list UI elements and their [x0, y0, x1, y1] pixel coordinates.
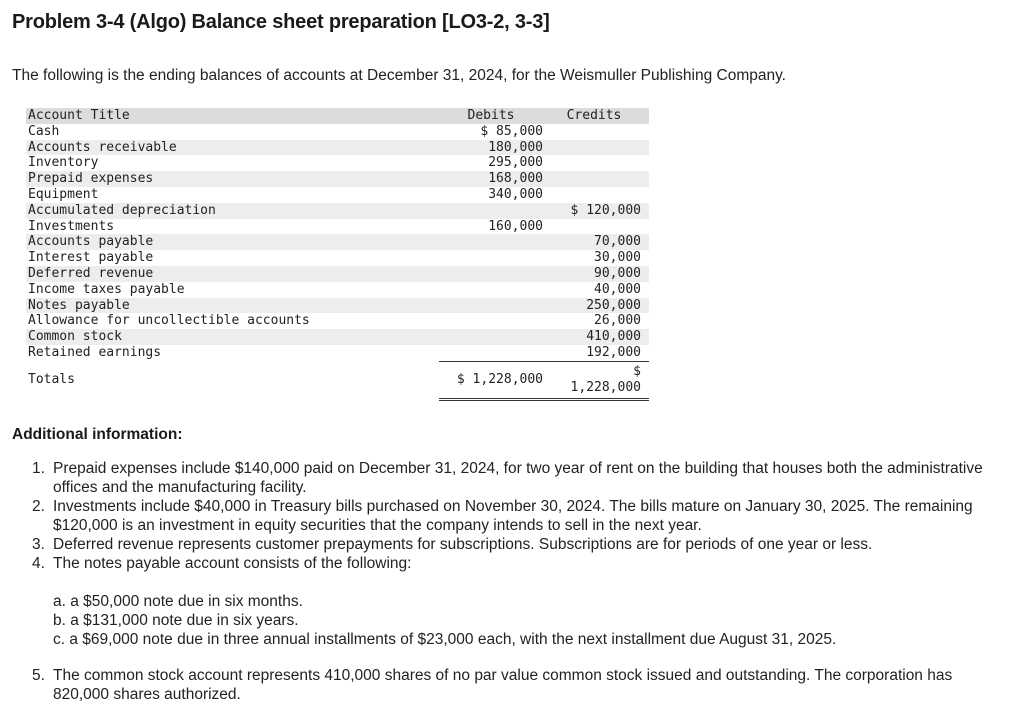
- account-name: Notes payable: [26, 298, 439, 314]
- credit-value: 250,000: [547, 298, 649, 314]
- totals-debit: $ 1,228,000: [439, 361, 547, 399]
- credit-value: 192,000: [586, 344, 641, 360]
- debit-value: [439, 234, 547, 250]
- item-text: The common stock account represents 410,000 shares of no par value common stock issued and outstanding. The corporation has 820,000 shares authorized.: [53, 667, 953, 703]
- notes-payable-sublist: [53, 592, 993, 649]
- debit-value: [439, 266, 547, 282]
- account-name: Cash: [28, 123, 60, 139]
- header-debits: Debits: [439, 108, 547, 124]
- table-row: [26, 155, 649, 171]
- debit-value: [439, 282, 547, 298]
- debit-value: [439, 203, 547, 219]
- totals-label: Totals: [26, 361, 439, 399]
- table-row: [26, 345, 649, 361]
- table-row: [26, 140, 649, 156]
- credit-value: [547, 219, 649, 235]
- item-text: Prepaid expenses include $140,000 paid on December 31, 2024, for two year of rent on the building that houses both the administrative offices and the manufacturing facility.: [53, 460, 983, 496]
- list-item: [24, 554, 999, 573]
- debit-value: [439, 250, 547, 266]
- account-name: Deferred revenue: [26, 266, 439, 282]
- table-row: [26, 313, 649, 329]
- credit-value: 410,000: [547, 329, 649, 345]
- totals-credit-symbol: $: [633, 363, 641, 379]
- item-number: 1.: [32, 460, 45, 477]
- table-row: [26, 250, 649, 266]
- table-row: [26, 187, 649, 203]
- account-name: Common stock: [26, 329, 439, 345]
- debit-value: [439, 298, 547, 314]
- debit-value: 340,000: [488, 186, 543, 202]
- totals-credit: [547, 361, 649, 399]
- list-item: [24, 535, 999, 554]
- debit-value: [439, 345, 547, 361]
- page-title: Problem 3-4 (Algo) Balance sheet preparation [LO3-2, 3-3]: [12, 11, 550, 33]
- credit-value: 90,000: [547, 266, 649, 282]
- debit-value: 180,000: [439, 140, 547, 156]
- account-name: Accumulated depreciation: [26, 203, 439, 219]
- sub-list-item: a. a $50,000 note due in six months.: [53, 593, 303, 610]
- debit-value: 168,000: [439, 171, 547, 187]
- item-number: 2.: [32, 498, 45, 515]
- credit-value: [547, 187, 649, 203]
- account-name: Allowance for uncollectible accounts: [28, 313, 310, 329]
- table-row: [26, 329, 649, 345]
- table-row: [26, 298, 649, 314]
- item-text: Investments include $40,000 in Treasury bills purchased on November 30, 2024. The bills mature on January 30, 2025. The remaining $120,000 is an investment in equity securities that the company intends to sell in the next year.: [53, 498, 973, 534]
- item-number: 3.: [32, 536, 45, 553]
- credit-value: [547, 171, 649, 187]
- credit-value: 40,000: [594, 281, 641, 297]
- table-header-row: [26, 108, 649, 124]
- header-credits: Credits: [547, 108, 649, 124]
- totals-row: [26, 361, 649, 399]
- header-account-title: Account Title: [26, 108, 439, 124]
- table-row: [26, 124, 649, 140]
- debit-value: [439, 313, 547, 329]
- table-row: [26, 266, 649, 282]
- account-name: Income taxes payable: [28, 281, 185, 297]
- additional-info-list: [24, 459, 999, 573]
- credit-value: 26,000: [594, 313, 641, 329]
- credit-value: [547, 140, 649, 156]
- table-row: [26, 282, 649, 298]
- list-item: [24, 497, 999, 535]
- additional-info-heading: Additional information:: [12, 426, 183, 443]
- credit-value: $ 120,000: [547, 203, 649, 219]
- account-name: Retained earnings: [28, 345, 162, 361]
- list-item: [24, 459, 999, 497]
- table-row: [26, 219, 649, 235]
- debit-value: $ 85,000: [480, 123, 543, 139]
- account-name: Accounts receivable: [26, 140, 439, 156]
- debit-value: 160,000: [488, 218, 543, 234]
- account-name: Investments: [28, 218, 115, 234]
- account-name: Equipment: [28, 186, 99, 202]
- item-text: The notes payable account consists of the following:: [53, 555, 412, 572]
- account-name: Inventory: [28, 155, 99, 171]
- trial-balance-table: [26, 108, 649, 401]
- credit-value: 70,000: [547, 234, 649, 250]
- credit-value: [547, 155, 649, 171]
- table-row: [26, 171, 649, 187]
- account-name: Prepaid expenses: [26, 171, 439, 187]
- item-number: 5.: [32, 667, 45, 684]
- list-item: [24, 666, 999, 704]
- account-name: Interest payable: [28, 250, 154, 266]
- table-row: [26, 234, 649, 250]
- intro-text: The following is the ending balances of accounts at December 31, 2024, for the Weismuller Publishing Company.: [12, 67, 786, 84]
- credit-value: 30,000: [594, 250, 641, 266]
- item-text: Deferred revenue represents customer prepayments for subscriptions. Subscriptions are for periods of one year or less.: [53, 536, 873, 553]
- totals-credit-value: 1,228,000: [570, 379, 641, 395]
- debit-value: [439, 329, 547, 345]
- account-name: Accounts payable: [26, 234, 439, 250]
- table-row: [26, 203, 649, 219]
- sub-list-item: b. a $131,000 note due in six years.: [53, 612, 299, 629]
- sub-list-item: c. a $69,000 note due in three annual installments of $23,000 each, with the next installment due August 31, 2025.: [53, 631, 837, 648]
- credit-value: [547, 124, 649, 140]
- debit-value: 295,000: [488, 155, 543, 171]
- item-number: 4.: [32, 555, 45, 572]
